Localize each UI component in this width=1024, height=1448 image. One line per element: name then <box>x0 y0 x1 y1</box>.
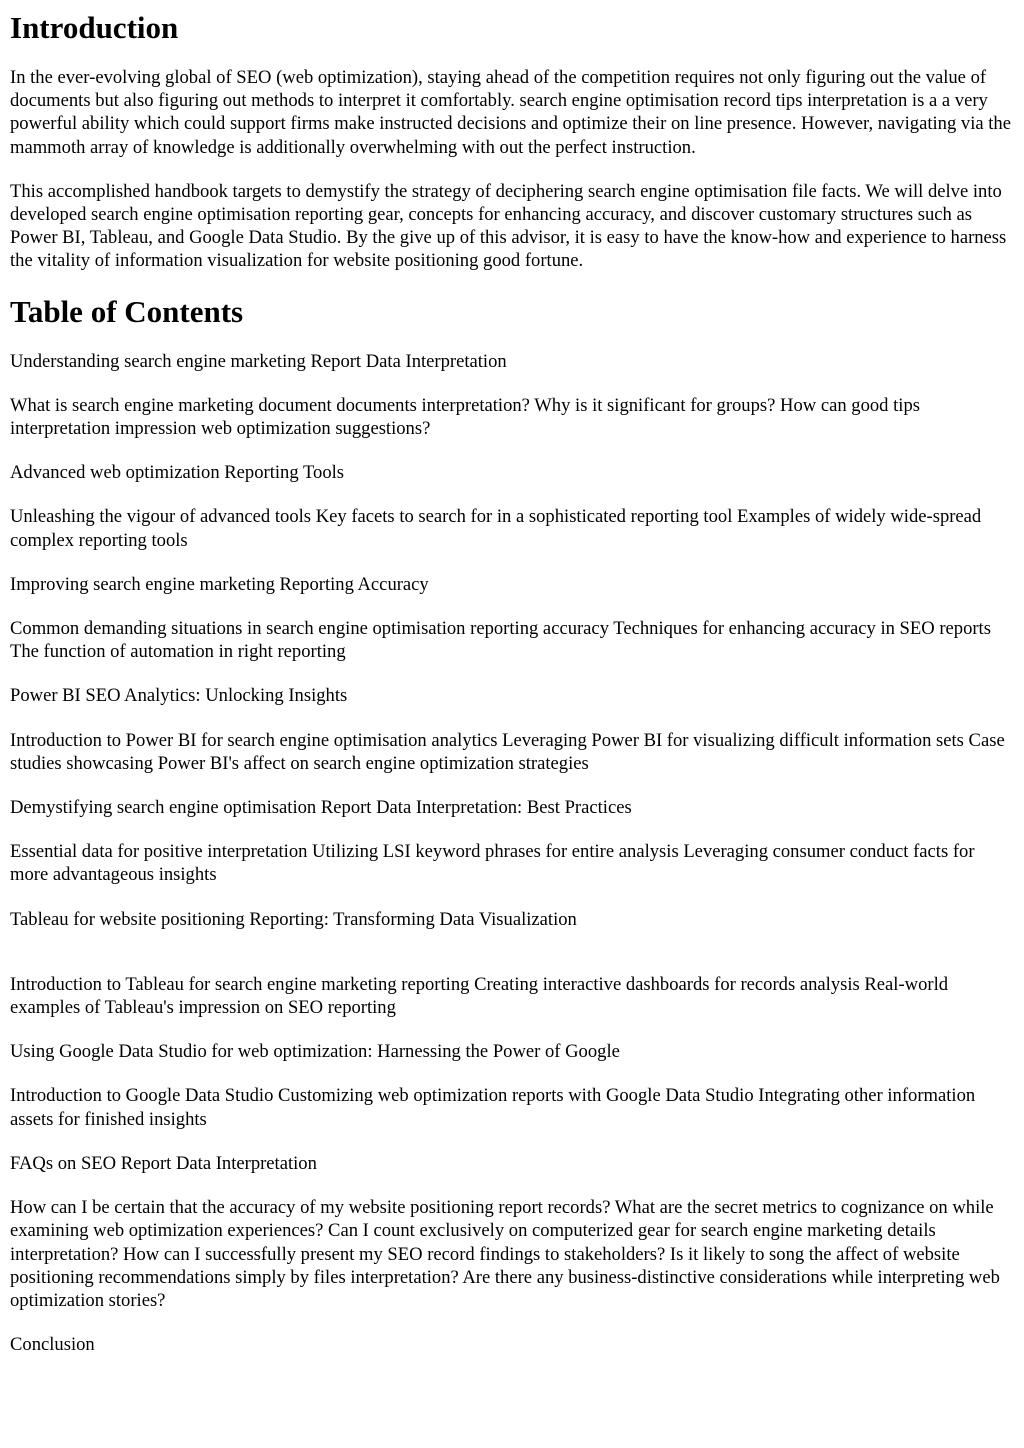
toc-item-title: FAQs on SEO Report Data Interpretation <box>10 1152 317 1174</box>
toc-item-details: Essential data for positive interpretation Utilizing LSI keyword phrases for entire analysis Leveraging consumer conduct facts for more advantageous insights <box>10 841 975 886</box>
toc-item-details: How can I be certain that the accuracy of my website positioning report records? What are the secret metrics to cognizance on while examining web optimization experiences? Can I count exclusively on computerized gear for search engine marketing details interpretation? How can I successfully present my SEO record findings to stakeholders? Is it likely to song the affect of website positioning recommendations simply by files interpretation? Are there any business-distinctive considerations while interpreting web optimization stories? <box>10 1197 1000 1311</box>
toc-item-details: Introduction to Google Data Studio Customizing web optimization reports with Google Data Studio Integrating other information assets for finished insights <box>10 1085 976 1130</box>
intro-paragraph: This accomplished handbook targets to demystify the strategy of deciphering search engine optimisation file facts. We will delve into developed search engine optimisation reporting gear, concepts for enhancing accuracy, and discover customary structures such as Power BI, Tableau, and Google Data Studio. By the give up of this advisor, it is easy to have the know-how and experience to harness the vitality of information visualization for website positioning good fortune. <box>10 180 1007 272</box>
intro-paragraph: In the ever-evolving global of SEO (web optimization), staying ahead of the competition requires not only figuring out the value of documents but also figuring out methods to interpret it comfortably. search engine optimisation record tips interpretation is a a very powerful ability which could support firms make instructed decisions and optimize their on line presence. However, navigating via the mammoth array of knowledge is additionally overwhelming with out the perfect instruction. <box>10 67 1011 158</box>
toc-item-details: Unleashing the vigour of advanced tools Key facets to search for in a sophisticated reporting tool Examples of widely wide-spread complex reporting tools <box>10 506 982 551</box>
toc-item-title: Understanding search engine marketing Report Data Interpretation <box>10 350 507 372</box>
toc-item-title: Demystifying search engine optimisation Report Data Interpretation: Best Practices <box>10 797 632 819</box>
toc-item-details: What is search engine marketing document documents interpretation? Why is it significant for groups? How can good tips interpretation impression web optimization suggestions? <box>10 394 920 440</box>
introduction-heading: Introduction <box>10 10 179 45</box>
toc-item-title: Improving search engine marketing Reporting Accuracy <box>10 573 429 595</box>
toc-item-details: Introduction to Tableau for search engine marketing reporting Creating interactive dashboards for records analysis Real-world examples of Tableau's impression on SEO reporting <box>10 973 949 1019</box>
toc-item-title: Using Google Data Studio for web optimization: Harnessing the Power of Google <box>10 1041 620 1063</box>
toc-item-details: Common demanding situations in search engine optimisation reporting accuracy Techniques for enhancing accuracy in SEO reports The function of automation in right reporting <box>10 618 991 663</box>
toc-heading: Table of Contents <box>10 293 244 329</box>
toc-item-details: Introduction to Power BI for search engine optimisation analytics Leveraging Power BI for visualizing difficult information sets Case studies showcasing Power BI's affect on search engine optimization strategies <box>10 729 1005 774</box>
toc-item-title: Conclusion <box>10 1334 95 1356</box>
toc-item-title: Power BI SEO Analytics: Unlocking Insights <box>10 685 348 707</box>
toc-item-title: Advanced web optimization Reporting Tools <box>10 462 345 484</box>
toc-item-title: Tableau for website positioning Reporting: Transforming Data Visualization <box>10 908 577 930</box>
